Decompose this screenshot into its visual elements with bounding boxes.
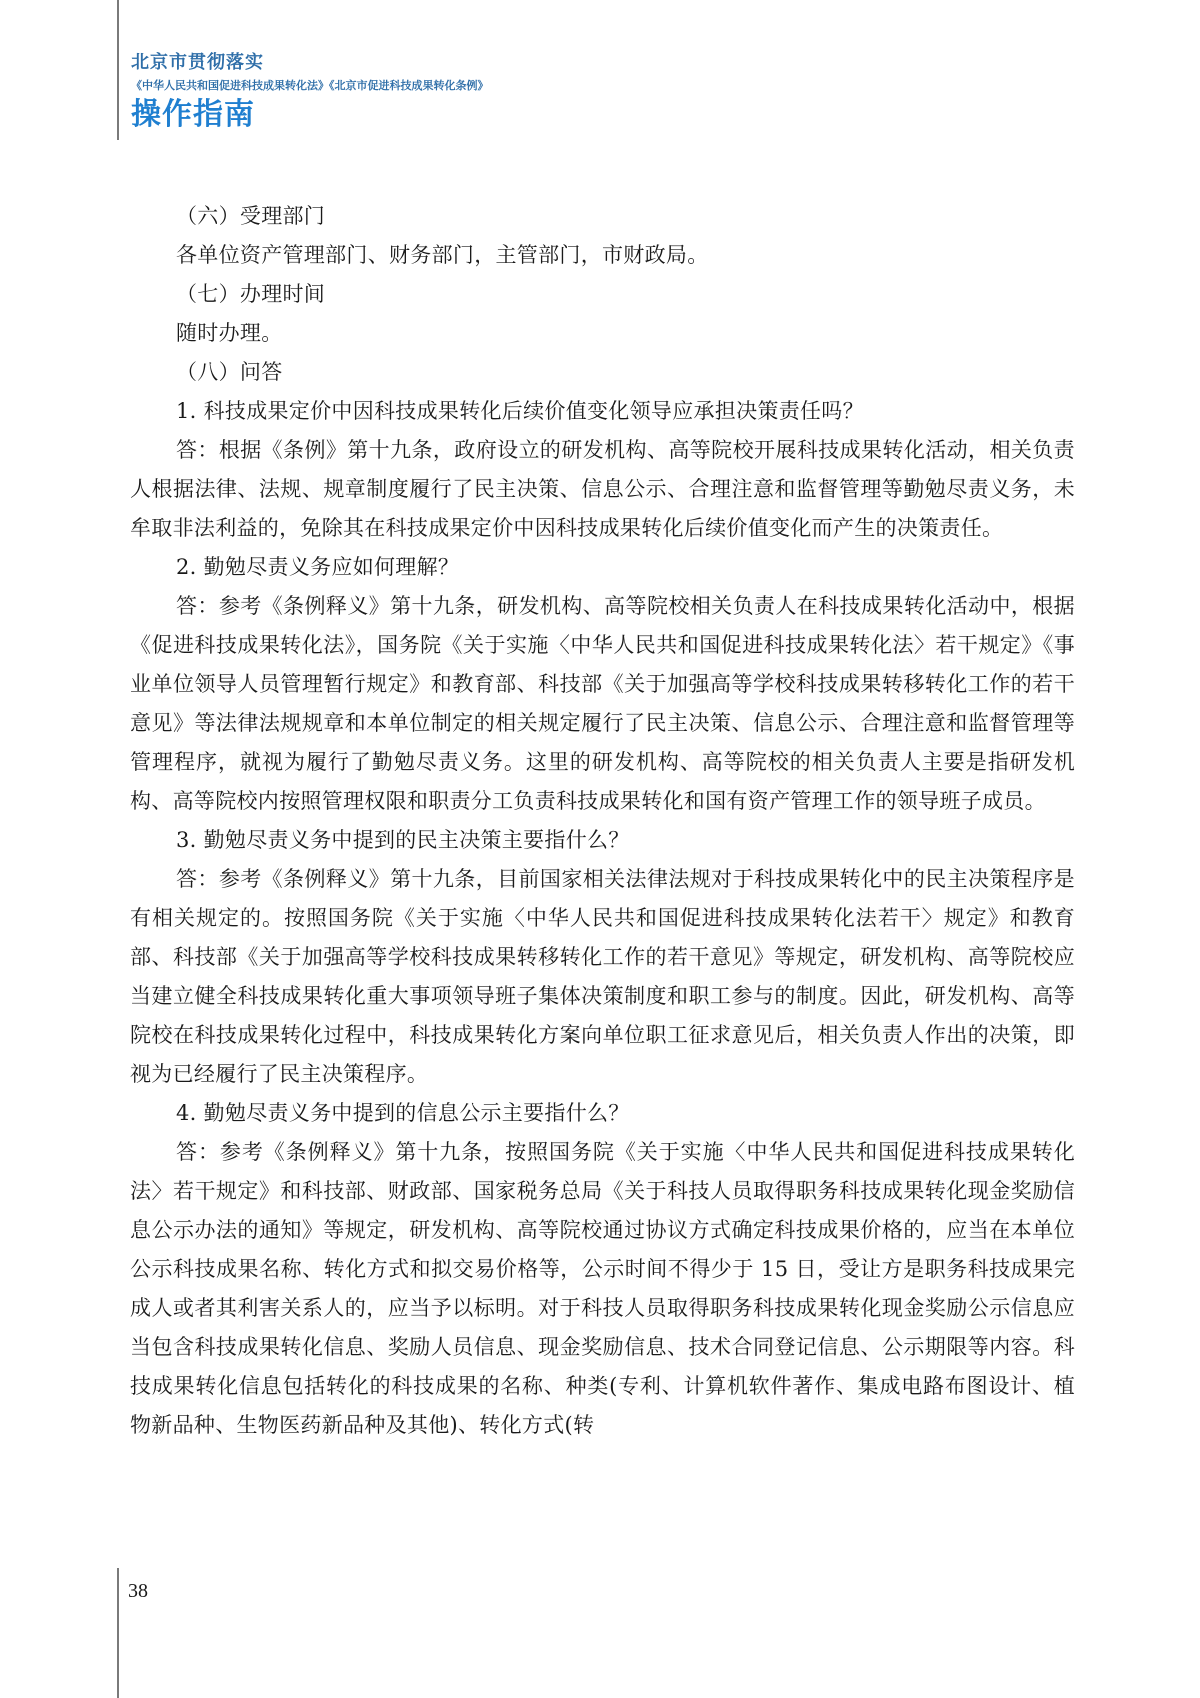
question-4: 4. 勤勉尽责义务中提到的信息公示主要指什么？ bbox=[176, 1101, 630, 1125]
page-number: 38 bbox=[128, 1580, 148, 1602]
header-title-line2: 《中华人民共和国促进科技成果转化法》《北京市促进科技成果转化条例》 bbox=[131, 79, 489, 92]
paragraph: 随时办理。 bbox=[176, 321, 283, 345]
header-rule bbox=[117, 0, 119, 140]
paragraph-heading-six: （六）受理部门 bbox=[176, 204, 326, 228]
question-3: 3. 勤勉尽责义务中提到的民主决策主要指什么？ bbox=[176, 828, 630, 852]
body-text bbox=[130, 197, 1075, 1445]
answer-3: 答：参考《条例释义》第十九条，目前国家相关法律法规对于科技成果转化中的民主决策程序是有相关规定的。按照国务院《关于实施〈中华人民共和国促进科技成果转化法若干〉规定》和教育部、科技部《关于加强高等学校科技成果转移转化工作的若干意见》等规定，研发机构、高等院校应当建立健全科技成果转化重大事项领导班子集体决策制度和职工参与的制度。因此，研发机构、高等院校在科技成果转化过程中，科技成果转化方案向单位职工征求意见后，相关负责人作出的决策，即视为已经履行了民主决策程序。 bbox=[130, 867, 1075, 1086]
answer-2: 答：参考《条例释义》第十九条，研发机构、高等院校相关负责人在科技成果转化活动中，根据《促进科技成果转化法》，国务院《关于实施〈中华人民共和国促进科技成果转化法〉若干规定》《事业单位领导人员管理暂行规定》和教育部、科技部《关于加强高等学校科技成果转移转化工作的若干意见》等法律法规规章和本单位制定的相关规定履行了民主决策、信息公示、合理注意和监督管理等管理程序，就视为履行了勤勉尽责义务。这里的研发机构、高等院校的相关负责人主要是指研发机构、高等院校内按照管理权限和职责分工负责科技成果转化和国有资产管理工作的领导班子成员。 bbox=[130, 594, 1075, 813]
footer-rule bbox=[117, 1568, 119, 1698]
question-1: 1. 科技成果定价中因科技成果转化后续价值变化领导应承担决策责任吗？ bbox=[176, 399, 864, 423]
running-header bbox=[131, 52, 831, 134]
paragraph: 各单位资产管理部门、财务部门，主管部门，市财政局。 bbox=[176, 243, 709, 267]
header-title-line1: 北京市贯彻落实 bbox=[131, 52, 264, 73]
paragraph-heading-eight: （八）问答 bbox=[176, 360, 283, 384]
paragraph-heading-seven: （七）办理时间 bbox=[176, 282, 326, 306]
answer-1: 答：根据《条例》第十九条，政府设立的研发机构、高等院校开展科技成果转化活动，相关负责人根据法律、法规、规章制度履行了民主决策、信息公示、合理注意和监督管理等勤勉尽责义务，未牟取非法利益的，免除其在科技成果定价中因科技成果转化后续价值变化而产生的决策责任。 bbox=[130, 438, 1075, 540]
header-title-main: 操作指南 bbox=[131, 97, 255, 132]
answer-4: 答：参考《条例释义》第十九条，按照国务院《关于实施〈中华人民共和国促进科技成果转化法〉若干规定》和科技部、财政部、国家税务总局《关于科技人员取得职务科技成果转化现金奖励信息公示办法的通知》等规定，研发机构、高等院校通过协议方式确定科技成果价格的，应当在本单位公示科技成果名称、转化方式和拟交易价格等，公示时间不得少于 15 日，受让方是职务科技成果完成人或者其利害关系人的，应当予以标明。对于科技人员取得职务科技成果转化现金奖励公示信息应当包含科技成果转化信息、奖励人员信息、现金奖励信息、技术合同登记信息、公示期限等内容。科技成果转化信息包括转化的科技成果的名称、种类(专利、计算机软件著作、集成电路布图设计、植物新品种、生物医药新品种及其他)、转化方式(转 bbox=[130, 1140, 1075, 1437]
question-2: 2. 勤勉尽责义务应如何理解？ bbox=[176, 555, 460, 579]
